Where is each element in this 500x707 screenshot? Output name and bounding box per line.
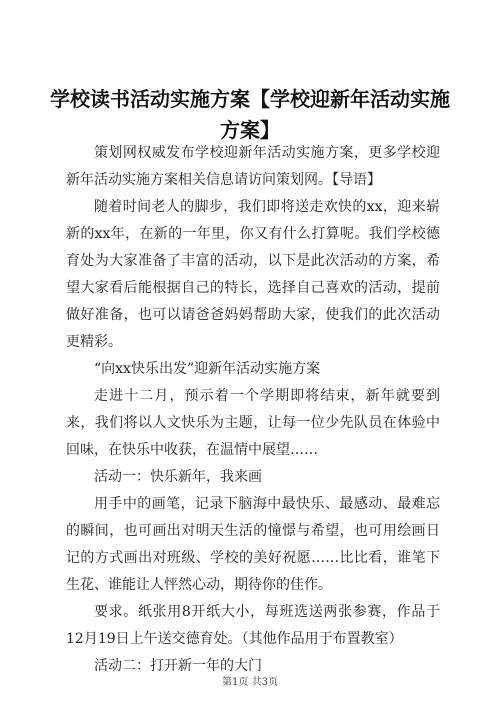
paragraph-plan-title: “向xx快乐出发”迎新年活动实施方案 bbox=[94, 361, 321, 377]
activity-one-description: 用手中的画笔，记录下脑海中最快乐、最感动、最难忘的瞬间，也可画出对明天生活的憧憬与希望，也可用绘画日记的方式画出对班级、学校的美好祝愿……比比看，谁笔下生花、谁能让人怦然心动，期待你的佳作。 bbox=[66, 496, 440, 593]
document-title: 学校读书活动实施方案【学校迎新年活动实施方案】 bbox=[50, 87, 450, 142]
paragraph-background: 随着时间老人的脚步，我们即将送走欢快的xx，迎来崭新的xx年，在新的一年里，你又有什么打算呢。我们学校德育处为大家准备了丰富的活动，以下是此次活动的方案，希望大家看后能根据自己的特长，选择自己喜欢的活动，提前做好准备，也可以请爸爸妈妈帮助大家，使我们的此次活动更精彩。 bbox=[66, 199, 440, 350]
document-body bbox=[66, 140, 440, 680]
page-number-footer: 第1页 共3页 bbox=[222, 677, 278, 688]
activity-one-requirements: 要求。纸张用8开纸大小，每班选送两张参赛，作品于12月19日上午送交德育处。（其他作品用于布置教室） bbox=[66, 604, 440, 647]
activity-two-heading: 活动二：打开新一年的大门 bbox=[94, 658, 262, 674]
paragraph-intro: 策划网权威发布学校迎新年活动实施方案，更多学校迎新年活动实施方案相关信息请访问策划网。【导语】 bbox=[66, 145, 440, 188]
activity-one-heading: 活动一：快乐新年，我来画 bbox=[94, 469, 262, 485]
paragraph-overview: 走进十二月，预示着一个学期即将结束，新年就要到来，我们将以人文快乐为主题，让每一位少先队员在体验中回味，在快乐中收获，在温情中展望…… bbox=[66, 388, 440, 458]
